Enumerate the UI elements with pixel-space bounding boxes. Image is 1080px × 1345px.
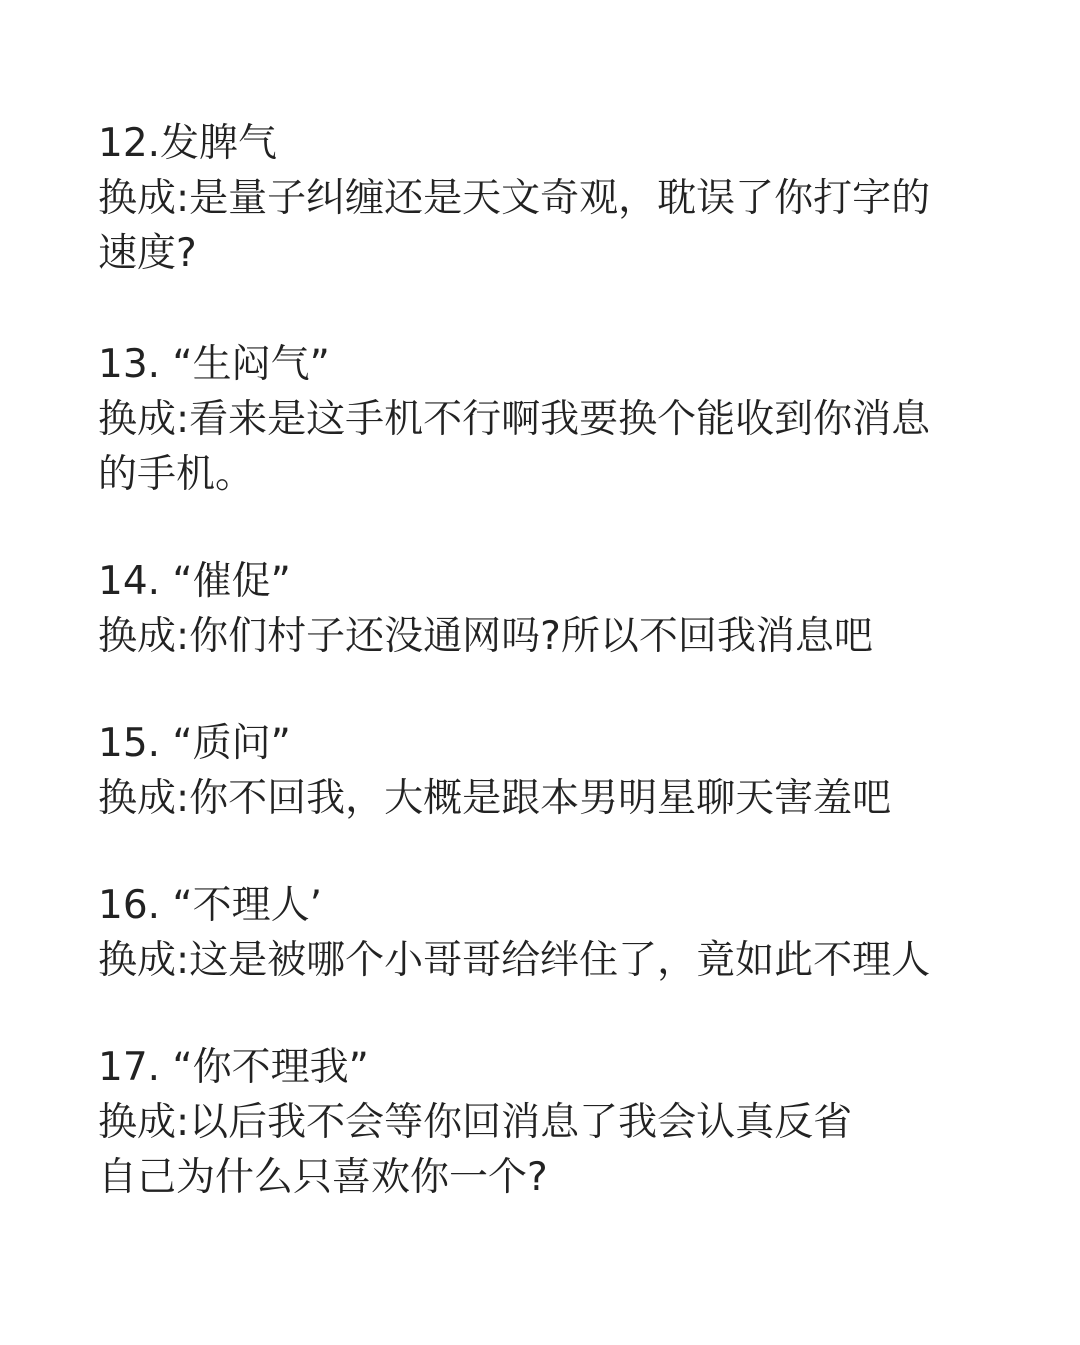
entry-body-line: 的手机。 — [98, 452, 255, 497]
entry-17 — [98, 1040, 998, 1205]
entry-heading: 16. “不理人’ — [98, 883, 323, 928]
entry-heading: 15. “质问” — [98, 721, 291, 766]
entry-body-line: 速度? — [98, 231, 197, 276]
entry-12 — [98, 116, 998, 281]
entry-body-line: 换成:这是被哪个小哥哥给绊住了，竟如此不理人 — [98, 938, 931, 983]
entry-body-line: 换成:你们村子还没通网吗?所以不回我消息吧 — [98, 614, 873, 659]
entry-body-line: 换成:看来是这手机不行啊我要换个能收到你消息 — [98, 397, 931, 442]
entry-body-line: 换成:以后我不会等你回消息了我会认真反省 — [98, 1100, 853, 1145]
entry-15 — [98, 716, 998, 826]
entry-heading: 14. “催促” — [98, 559, 291, 604]
entry-heading: 12.发脾气 — [98, 121, 278, 166]
document-body — [98, 116, 998, 1257]
entry-body-line: 换成:是量子纠缠还是天文奇观，耽误了你打字的 — [98, 176, 931, 221]
entry-16 — [98, 878, 998, 988]
entry-body-line: 自己为什么只喜欢你一个? — [98, 1155, 548, 1200]
entry-body-line: 换成:你不回我，大概是跟本男明星聊天害羞吧 — [98, 776, 892, 821]
entry-heading: 13. “生闷气” — [98, 342, 330, 387]
entry-14 — [98, 554, 998, 664]
entry-heading: 17. “你不理我” — [98, 1045, 369, 1090]
entry-13 — [98, 337, 998, 502]
